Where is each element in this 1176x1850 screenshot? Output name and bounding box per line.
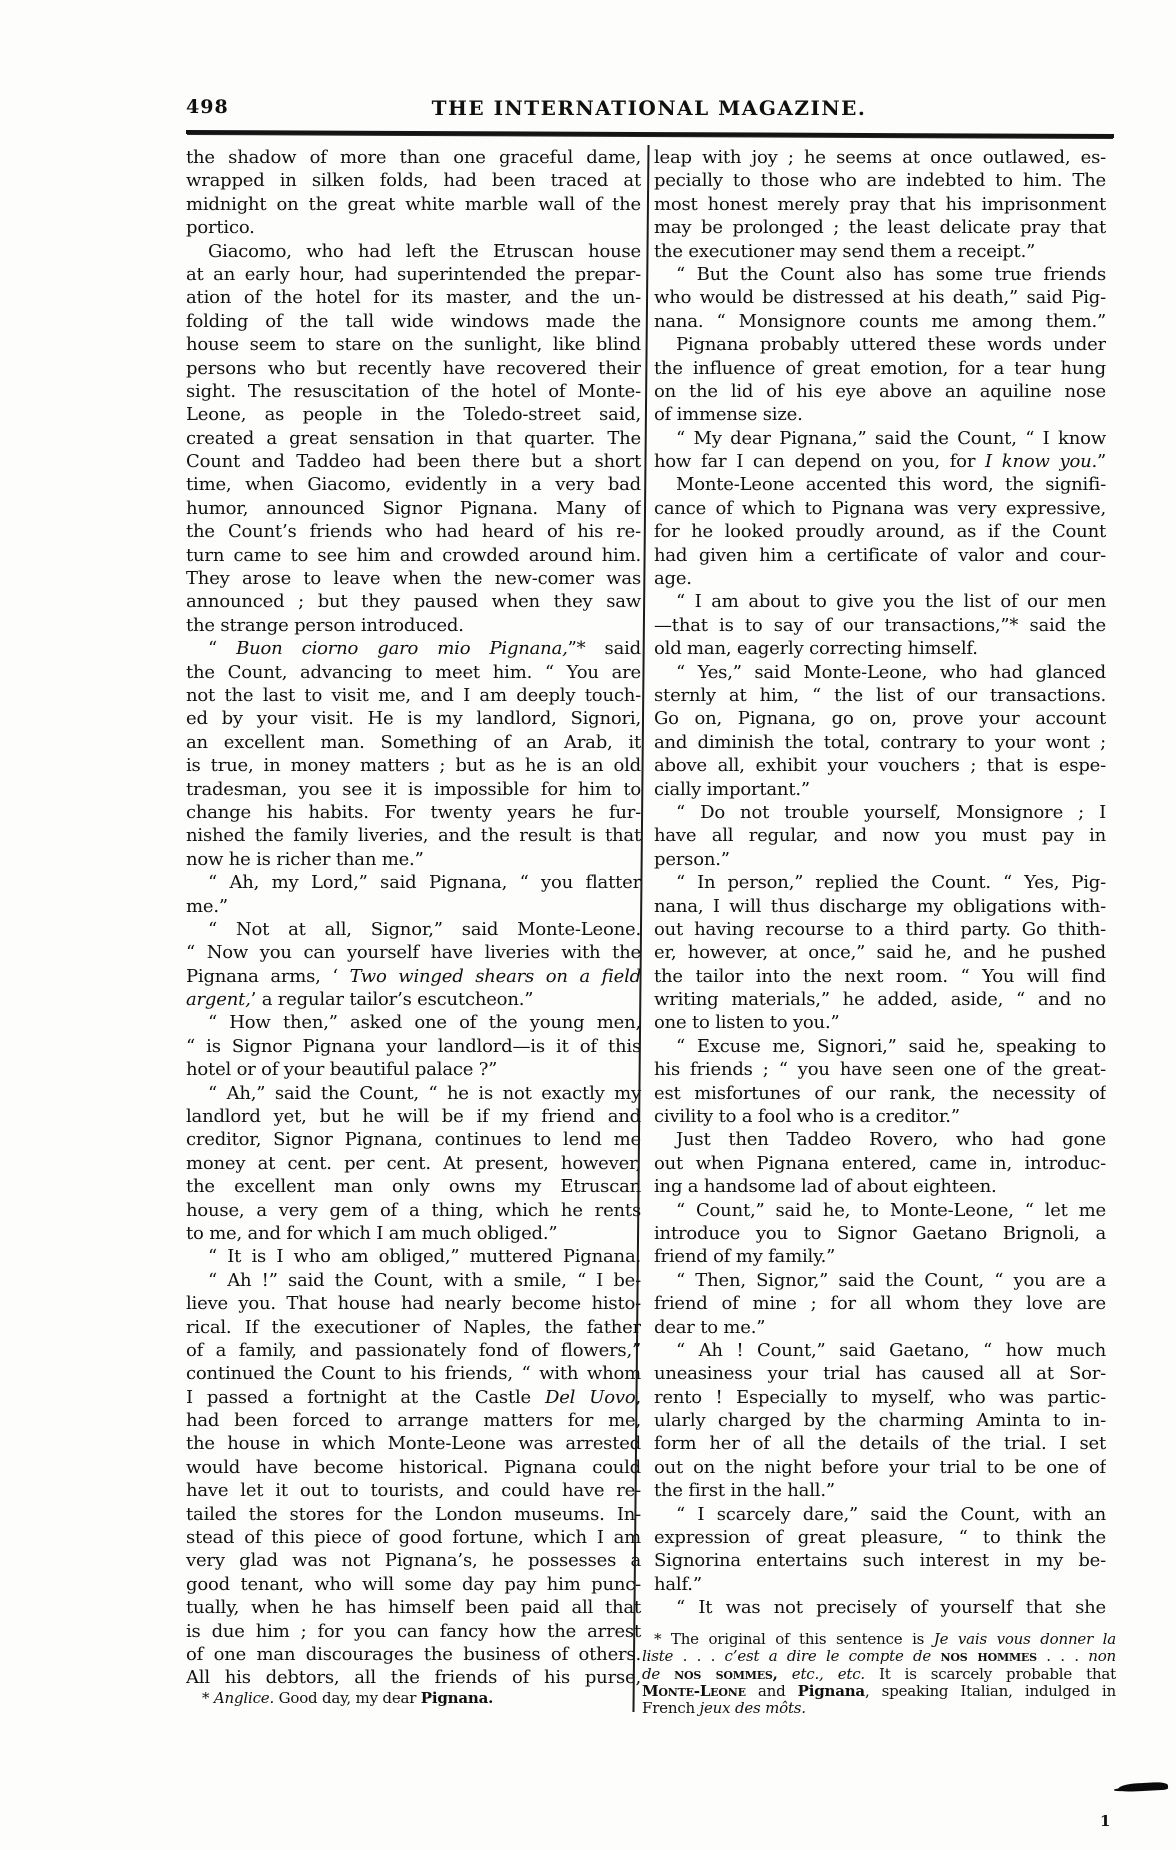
text-line: “ I scarcely dare,” said the Count, with an (676, 1503, 1106, 1525)
text-line: French jeux des môts. (642, 1700, 806, 1718)
corner-page-mark: 1 (1100, 1812, 1111, 1830)
text-line: nana, I will thus discharge my obligations with- (654, 895, 1106, 917)
text-line: “ Ah ! Count,” said Gaetano, “ how much (676, 1339, 1106, 1361)
text-line: * The original of this sentence is Je vais vous donner la (654, 1631, 1116, 1648)
text-line: “ It is I who am obliged,” muttered Pignana. (208, 1246, 641, 1268)
text-line: person.” (654, 848, 730, 870)
text-line: nana. “ Monsignore counts me among them.” (654, 310, 1106, 332)
text-line: “ How then,” asked one of the young men, (208, 1012, 641, 1034)
text-line: tailed the stores for the London museums. In- (186, 1503, 641, 1525)
text-line: house, a very gem of a thing, which he rents (186, 1199, 641, 1221)
text-line: half.” (654, 1573, 702, 1595)
text-line: rento ! Especially to myself, who was partic- (654, 1386, 1106, 1408)
text-line: Go on, Pignana, go on, prove your account (654, 708, 1106, 730)
text-line: midnight on the great white marble wall of the (186, 193, 641, 215)
text-line: expression of great pleasure, “ to think the (654, 1527, 1106, 1549)
text-line: of a family, and passionately fond of flowers,” (186, 1339, 641, 1361)
text-line: “ Excuse me, Signori,” said he, speaking to (676, 1035, 1106, 1057)
text-line: “ But the Count also has some true friends (676, 263, 1106, 285)
text-line: ation of the hotel for its master, and the un- (186, 287, 641, 309)
text-line: above all, exhibit your vouchers ; that is espe- (654, 755, 1106, 777)
text-line: of immense size. (654, 404, 803, 426)
text-line: est misfortunes of our rank, the necessity of (654, 1082, 1106, 1104)
text-line: wrapped in silken folds, had been traced at (186, 170, 641, 192)
text-line: “ Now you can yourself have liveries with the (186, 942, 641, 964)
text-line: ed by your visit. He is my landlord, Signori, (186, 708, 641, 730)
text-line: uneasiness your trial has caused all at Sor- (654, 1363, 1106, 1385)
text-line: “ Do not trouble yourself, Monsignore ; I (676, 801, 1106, 823)
text-line: not the last to visit me, and I am deeply touch- (186, 684, 641, 706)
text-line: continued the Count to his friends, “ with whom (186, 1363, 641, 1385)
text-line: had been forced to arrange matters for me, (186, 1410, 641, 1432)
text-line: Monte-Leone and Pignana, speaking Italian, indulged in (642, 1682, 1116, 1700)
text-line: sternly at him, “ the list of our transactions. (654, 684, 1106, 706)
text-line: friend of my family.” (654, 1246, 836, 1268)
text-line: “ In person,” replied the Count. “ Yes, Pig- (676, 872, 1106, 894)
text-line: Pignana probably uttered these words under (676, 334, 1106, 356)
text-line: Signorina entertains such interest in my be- (654, 1550, 1106, 1572)
text-line: They arose to leave when the new-comer was (186, 568, 641, 590)
text-line: for he looked proudly around, as if the Count (654, 521, 1106, 543)
text-line: argent,’ a regular tailor’s escutcheon.” (186, 989, 534, 1011)
text-line: the executioner may send them a receipt.” (654, 240, 1036, 262)
left-column (186, 146, 641, 1690)
text-line: landlord yet, but he will be if my friend and (186, 1106, 641, 1128)
text-line: lieve you. That house had nearly become histo- (186, 1293, 641, 1315)
text-line: may be prolonged ; the least delicate pray that (654, 217, 1106, 239)
text-line: have let it out to tourists, and could have re- (186, 1480, 641, 1502)
text-line: how far I can depend on you, for I know you.” (654, 451, 1106, 473)
text-line: the tailor into the next room. “ You will find (654, 965, 1106, 987)
text-line: the Count, advancing to meet him. “ You are (186, 661, 641, 683)
text-line: who would be distressed at his death,” said Pig- (654, 287, 1106, 309)
right-column-footnote (642, 1631, 1116, 1717)
text-line: his friends ; “ you have seen one of the great- (654, 1059, 1106, 1081)
text-line: —that is to say of our transactions,”* said the (654, 614, 1106, 636)
text-line: portico. (186, 217, 255, 239)
text-line: introduce you to Signor Gaetano Brignoli, a (654, 1222, 1106, 1244)
text-line: “ It was not precisely of yourself that she (676, 1597, 1106, 1619)
text-line: is true, in money matters ; but as he is an old (186, 755, 641, 777)
text-line: Just then Taddeo Rovero, who had gone (676, 1129, 1106, 1151)
text-line: and diminish the total, contrary to your wont ; (654, 731, 1106, 753)
text-line: persons who but recently have recovered their (186, 357, 641, 379)
text-line: at an early hour, had superintended the prepar- (186, 263, 641, 285)
text-line: de nos sommes, etc., etc. It is scarcely probable that (642, 1665, 1116, 1683)
text-line: Monte-Leone accented this word, the signifi- (676, 474, 1106, 496)
text-line: er, however, at once,” said he, and he pushed (654, 942, 1106, 964)
text-line: old man, eagerly correcting himself. (654, 638, 978, 660)
text-line: “ is Signor Pignana your landlord—is it of this (186, 1035, 641, 1057)
text-line: folding of the tall wide windows made the (186, 310, 641, 332)
text-line: pecially to those who are indebted to him. The (654, 170, 1106, 192)
page-title: THE INTERNATIONAL MAGAZINE. (431, 96, 867, 120)
text-line: announced ; but they paused when they saw (186, 591, 641, 613)
text-line: dear to me.” (654, 1316, 766, 1338)
text-line: ularly charged by the charming Aminta to in- (654, 1410, 1106, 1432)
text-line: liste . . . c’est a dire le compte de nos hommes . . . non (642, 1648, 1116, 1666)
text-line: on the lid of his eye above an aquiline nose (654, 380, 1106, 402)
text-line: “ Yes,” said Monte-Leone, who had glanced (676, 661, 1106, 683)
text-line: house seem to stare on the sunlight, like blind (186, 334, 641, 356)
text-line: the house in which Monte-Leone was arrested (186, 1433, 641, 1455)
text-line: out on the night before your trial to be one of (654, 1456, 1106, 1478)
text-line: I passed a fortnight at the Castle Del Uovo, (186, 1386, 641, 1408)
text-line: to me, and for which I am much obliged.” (186, 1222, 558, 1244)
text-line: All his debtors, all the friends of his purse, (186, 1667, 641, 1689)
text-line: “ Ah,” said the Count, “ he is not exactly my (208, 1082, 641, 1104)
text-line: sight. The resuscitation of the hotel of Monte- (186, 380, 641, 402)
text-line: time, when Giacomo, evidently in a very bad (186, 474, 641, 496)
text-line: ing a handsome lad of about eighteen. (654, 1176, 997, 1198)
text-line: stead of this piece of good fortune, which I am (186, 1527, 641, 1549)
header-rule (186, 130, 1114, 138)
text-line: writing materials,” he added, aside, “ and no (654, 989, 1106, 1011)
text-line: money at cent. per cent. At present, however, (186, 1152, 641, 1174)
text-line: cance of which to Pignana was very expressive, (654, 497, 1106, 519)
text-line: had given him a certificate of valor and cour- (654, 544, 1106, 566)
text-line: leap with joy ; he seems at once outlawed, es- (654, 147, 1106, 168)
text-line: now he is richer than me.” (186, 848, 424, 870)
text-line: hotel or of your beautiful palace ?” (186, 1059, 498, 1081)
text-line: civility to a fool who is a creditor.” (654, 1106, 960, 1128)
text-line: the first in the hall.” (654, 1480, 835, 1502)
text-line: “ My dear Pignana,” said the Count, “ I know (676, 427, 1106, 449)
text-line: me.” (186, 895, 228, 917)
text-line: the shadow of more than one graceful dame, (186, 147, 641, 168)
text-line: an excellent man. Something of an Arab, it (186, 731, 641, 753)
text-line: nished the family liveries, and the result is that (186, 825, 641, 847)
text-line: form her of all the details of the trial. I set (654, 1433, 1106, 1455)
text-line: the excellent man only owns my Etruscan (186, 1176, 641, 1198)
text-line: cially important.” (654, 778, 810, 800)
text-line: “ Count,” said he, to Monte-Leone, “ let me (676, 1199, 1106, 1221)
right-column (654, 146, 1106, 1620)
text-line: have all regular, and now you must pay in (654, 825, 1106, 847)
text-line: turn came to see him and crowded around him. (186, 544, 641, 566)
text-line: “ Not at all, Signor,” said Monte-Leone. (208, 918, 641, 940)
text-line: out when Pignana entered, came in, introduc- (654, 1152, 1106, 1174)
text-line: is due him ; for you can fancy how the arrest (186, 1620, 641, 1642)
text-line: tradesman, you see it is impossible for him to (186, 778, 641, 800)
text-line: Count and Taddeo had been there but a short (186, 451, 641, 473)
text-line: good tenant, who will some day pay him punc- (186, 1573, 641, 1595)
text-line: “ Ah, my Lord,” said Pignana, “ you flatter (208, 872, 641, 894)
text-line: “ Then, Signor,” said the Count, “ you are a (676, 1269, 1106, 1291)
left-column-footnote (190, 1690, 645, 1707)
page-number: 498 (186, 96, 229, 118)
text-line: tually, when he has himself been paid all that (186, 1597, 641, 1619)
text-line: most honest merely pray that his imprisonment (654, 193, 1106, 215)
text-line: Pignana arms, ‘ Two winged shears on a field (186, 965, 641, 987)
text-line: the strange person introduced. (186, 614, 464, 636)
text-line: of one man discourages the business of others. (186, 1644, 641, 1665)
text-line: * Anglice. Good day, my dear Pignana. (202, 1690, 494, 1707)
text-line: the influence of great emotion, for a tear hung (654, 357, 1106, 379)
text-line: age. (654, 568, 692, 590)
text-line: the Count’s friends who had heard of his re- (186, 521, 641, 543)
text-line: one to listen to you.” (654, 1012, 840, 1034)
text-line: friend of mine ; for all whom they love are (654, 1293, 1106, 1315)
text-line: out having recourse to a third party. Go thith- (654, 918, 1106, 940)
text-line: rical. If the executioner of Naples, the father (186, 1316, 641, 1338)
text-line: creditor, Signor Pignana, continues to lend me (186, 1129, 641, 1151)
text-line: “ Ah !” said the Count, with a smile, “ I be- (208, 1269, 641, 1291)
text-line: would have become historical. Pignana could (186, 1456, 641, 1478)
text-line: very glad was not Pignana’s, he possesses a (186, 1550, 641, 1572)
text-line: change his habits. For twenty years he fur- (186, 801, 641, 823)
text-line: “ I am about to give you the list of our men (676, 591, 1106, 613)
text-line: created a great sensation in that quarter. The (186, 427, 641, 449)
text-line: Leone, as people in the Toledo-street said, (186, 404, 641, 426)
text-line: “ Buon ciorno garo mio Pignana,”* said (208, 638, 641, 660)
text-line: Giacomo, who had left the Etruscan house (208, 240, 641, 262)
text-line: humor, announced Signor Pignana. Many of (186, 497, 641, 519)
